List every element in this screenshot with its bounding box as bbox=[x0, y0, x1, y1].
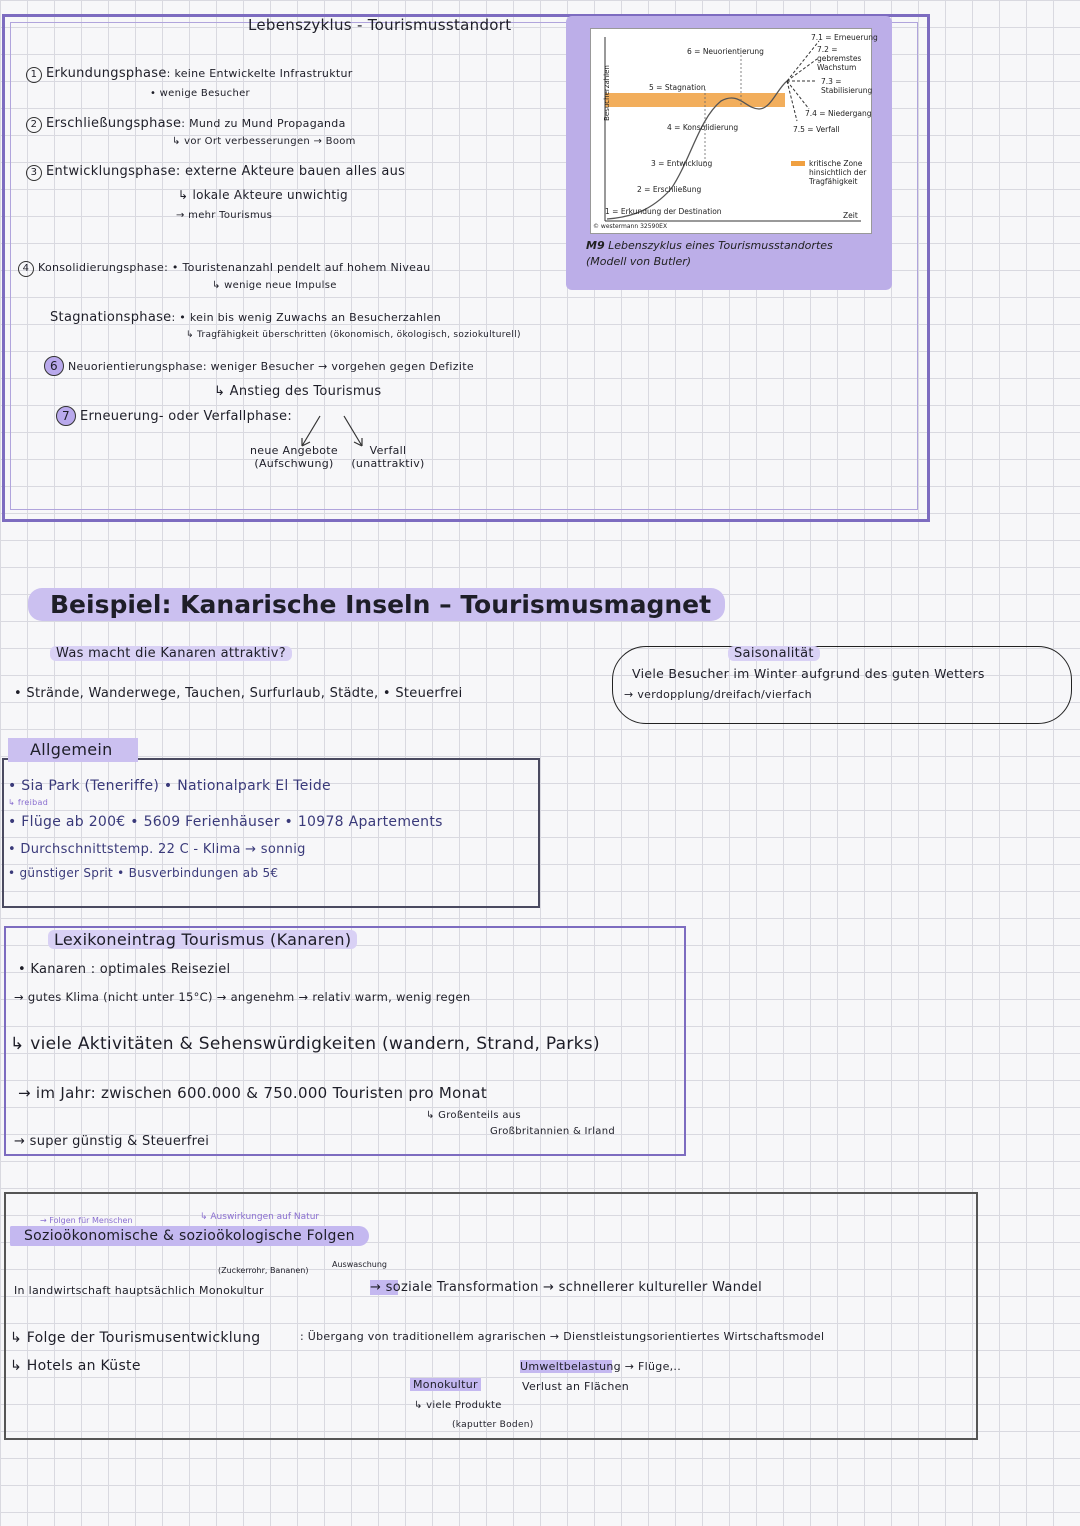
season-title bbox=[728, 646, 820, 661]
folgen-paren: (Zuckerrohr, Bananen) bbox=[218, 1266, 309, 1275]
folgen-line-1b bbox=[370, 1280, 762, 1295]
branch-slowed bbox=[787, 59, 817, 81]
fig-caption bbox=[586, 238, 876, 270]
folgen-title bbox=[10, 1226, 369, 1246]
fig-label-72: 7.2 = gebremstes Wachstum bbox=[817, 45, 862, 72]
fig-credit: © westermann 32590EX bbox=[593, 223, 668, 230]
phase-3-name: Entwicklungsphase bbox=[46, 164, 176, 179]
fig-label-6: 6 = Neuorientierung bbox=[687, 47, 764, 56]
allgemein-line-2: • Flüge ab 200€ • 5609 Ferienhäuser • 10978 Apartements bbox=[8, 814, 443, 830]
lexikon-line-2: → gutes Klima (nicht unter 15°C) → angenehm → relativ warm, wenig regen bbox=[14, 990, 471, 1004]
fig-critical-zone-label: kritische Zone hinsichtlich der Tragfähigkeit bbox=[809, 159, 867, 186]
folgen-line-2a: ↳ Folge der Tourismusentwicklung bbox=[10, 1330, 261, 1346]
lexikon-title-text: Lexikoneintrag Tourismus (Kanaren) bbox=[48, 930, 357, 949]
lexikon-title bbox=[48, 930, 357, 949]
fig-label-1: 1 = Erkundung der Destination bbox=[605, 207, 722, 216]
folgen-mono-text: Monokultur bbox=[410, 1378, 481, 1391]
butler-figure bbox=[590, 28, 878, 234]
folgen-line-3: ↳ Hotels an Küste bbox=[10, 1358, 141, 1374]
phase-4-text: : • Touristenanzahl pendelt auf hohem Niveau bbox=[164, 261, 431, 274]
allgemein-line-1: • Sia Park (Teneriffe) • Nationalpark El Teide bbox=[8, 778, 331, 794]
lexikon-line-5: → super günstig & Steuerfrei bbox=[14, 1134, 210, 1149]
branch-decay: Verfall (unattraktiv) bbox=[351, 444, 425, 470]
fig-label-73: 7.3 = Stabilisierung bbox=[821, 77, 873, 95]
folgen-title-text: Sozioökonomische & sozioökologische Folgen bbox=[24, 1228, 355, 1244]
phase-7-name: Erneuerung- oder Verfallphase bbox=[80, 409, 288, 424]
allgemein-line-4: • günstiger Sprit • Busverbindungen ab 5€ bbox=[8, 866, 279, 880]
phase-5 bbox=[50, 310, 441, 325]
fig-label-71: 7.1 = Erneuerung bbox=[811, 33, 878, 42]
season-box bbox=[612, 646, 1072, 724]
allgemein-line-1b: ↳ freibad bbox=[8, 798, 49, 807]
example-question-text: Was macht die Kanaren attraktiv? bbox=[50, 646, 292, 661]
phase-1-sub: • wenige Besucher bbox=[150, 88, 250, 99]
phase-7-number: 7 bbox=[56, 406, 76, 426]
phase-3-number: 3 bbox=[26, 165, 42, 181]
lexikon-line-3: ↳ viele Aktivitäten & Sehenswürdigkeiten (wandern, Strand, Parks) bbox=[10, 1034, 600, 1054]
example-title bbox=[28, 588, 725, 621]
fig-label-75: 7.5 = Verfall bbox=[793, 125, 840, 134]
folgen-mono-sub: ↳ viele Produkte bbox=[414, 1400, 502, 1411]
folgen-line-1a: In landwirtschaft hauptsächlich Monokultur bbox=[14, 1284, 264, 1297]
lexikon-line-1: • Kanaren : optimales Reiseziel bbox=[18, 962, 231, 977]
phase-3-sub: ↳ lokale Akteure unwichtig bbox=[178, 188, 348, 202]
phase-3-sub2: → mehr Tourismus bbox=[176, 210, 273, 221]
phase-2 bbox=[26, 116, 346, 133]
zone-legend-swatch bbox=[791, 161, 805, 166]
phase-4-name: Konsolidierungsphase bbox=[38, 261, 165, 274]
example-question bbox=[50, 646, 292, 661]
lexikon-line-4: → im Jahr: zwischen 600.000 & 750.000 Touristen pro Monat bbox=[18, 1084, 488, 1102]
branch-renewal bbox=[787, 41, 819, 81]
fig-label-74: 7.4 = Niedergang bbox=[805, 109, 872, 118]
fig-label-3: 3 = Entwicklung bbox=[651, 159, 713, 168]
phase-5-sub: ↳ Tragfähigkeit überschritten (ökonomisch, ökologisch, soziokulturell) bbox=[186, 330, 521, 340]
folgen-verlust: Verlust an Flächen bbox=[522, 1380, 630, 1393]
lexikon-line-4b: ↳ Großenteils aus bbox=[426, 1110, 521, 1121]
lifecycle-title: Lebenszyklus - Tourismusstandort bbox=[248, 16, 512, 34]
season-line-2: → verdopplung/dreifach/vierfach bbox=[624, 688, 812, 701]
branch-decline bbox=[787, 81, 809, 109]
folgen-tag-nature: ↳ Auswirkungen auf Natur bbox=[200, 1212, 320, 1222]
fig-label-2: 2 = Erschließung bbox=[637, 185, 702, 194]
phase-2-number: 2 bbox=[26, 117, 42, 133]
phase-2-sub: ↳ vor Ort verbesserungen → Boom bbox=[172, 136, 356, 147]
folgen-line-2b: : Übergang von traditionellem agrarischen → Dienstleistungsorientiertes Wirtschaftsmodel bbox=[300, 1330, 825, 1343]
phase-5-name: Stagnationsphase bbox=[50, 310, 172, 325]
folgen-umwelt bbox=[520, 1360, 681, 1373]
allgemein-title: Allgemein bbox=[30, 740, 113, 759]
phase-4-sub: ↳ wenige neue Impulse bbox=[212, 280, 337, 291]
fig-x-axis-label: Zeit bbox=[843, 211, 858, 220]
critical-zone-band bbox=[605, 93, 785, 107]
fig-caption-text: Lebenszyklus eines Tourismusstandortes (Modell von Butler) bbox=[586, 239, 833, 268]
phase-3-text: : externe Akteure bauen alles aus bbox=[175, 164, 406, 179]
phase-7 bbox=[56, 406, 292, 426]
phase-6-text: : weniger Besucher → vorgehen gegen Defizite bbox=[202, 360, 474, 373]
phase-1 bbox=[26, 66, 353, 83]
phase-6-number: 6 bbox=[44, 356, 64, 376]
phase-6 bbox=[44, 356, 474, 376]
phase-3 bbox=[26, 164, 405, 181]
phase-7-text: : bbox=[287, 409, 292, 424]
folgen-tag-people: → Folgen für Menschen bbox=[40, 1216, 133, 1225]
folgen-auswaschung: Auswaschung bbox=[332, 1260, 388, 1269]
phase-4 bbox=[18, 260, 431, 277]
example-answers: • Strände, Wanderwege, Tauchen, Surfurlaub, Städte, • Steuerfrei bbox=[14, 686, 463, 701]
phase-5-text: : • kein bis wenig Zuwachs an Besucherzahlen bbox=[171, 311, 441, 324]
lexikon-line-4c: Großbritannien & Irland bbox=[490, 1126, 615, 1137]
phase-1-number: 1 bbox=[26, 67, 42, 83]
season-title-text: Saisonalität bbox=[728, 646, 820, 661]
phase-1-text: : keine Entwickelte Infrastruktur bbox=[166, 67, 353, 80]
fig-label-4: 4 = Konsolidierung bbox=[667, 123, 739, 132]
folgen-mono-sub2: (kaputter Boden) bbox=[452, 1420, 534, 1430]
folgen-umwelt-text: Umweltbelastung → Flüge,.. bbox=[520, 1360, 682, 1373]
phase-1-name: Erkundungsphase bbox=[46, 66, 167, 81]
example-title-text: Beispiel: Kanarische Inseln – Tourismusmagnet bbox=[50, 590, 712, 619]
phase-4-number: 4 bbox=[18, 261, 34, 277]
phase-2-name: Erschließungsphase bbox=[46, 116, 182, 131]
folgen-mono bbox=[410, 1378, 481, 1391]
fig-y-axis-label: Besucherzahlen bbox=[602, 65, 611, 121]
season-line-1: Viele Besucher im Winter aufgrund des guten Wetters bbox=[632, 666, 985, 681]
folgen-line-1b-text: → soziale Transformation → schnellerer kultureller Wandel bbox=[370, 1280, 762, 1295]
fig-label-5: 5 = Stagnation bbox=[649, 83, 706, 92]
allgemein-line-3: • Durchschnittstemp. 22 C - Klima → sonnig bbox=[8, 842, 306, 857]
branch-new-offers: neue Angebote (Aufschwung) bbox=[250, 444, 338, 470]
fig-caption-id: M9 bbox=[586, 239, 605, 252]
phase-2-text: : Mund zu Mund Propaganda bbox=[181, 117, 346, 130]
phase-6-sub: ↳ Anstieg des Tourismus bbox=[214, 384, 382, 399]
phase-6-name: Neuorientierungsphase bbox=[68, 360, 203, 373]
